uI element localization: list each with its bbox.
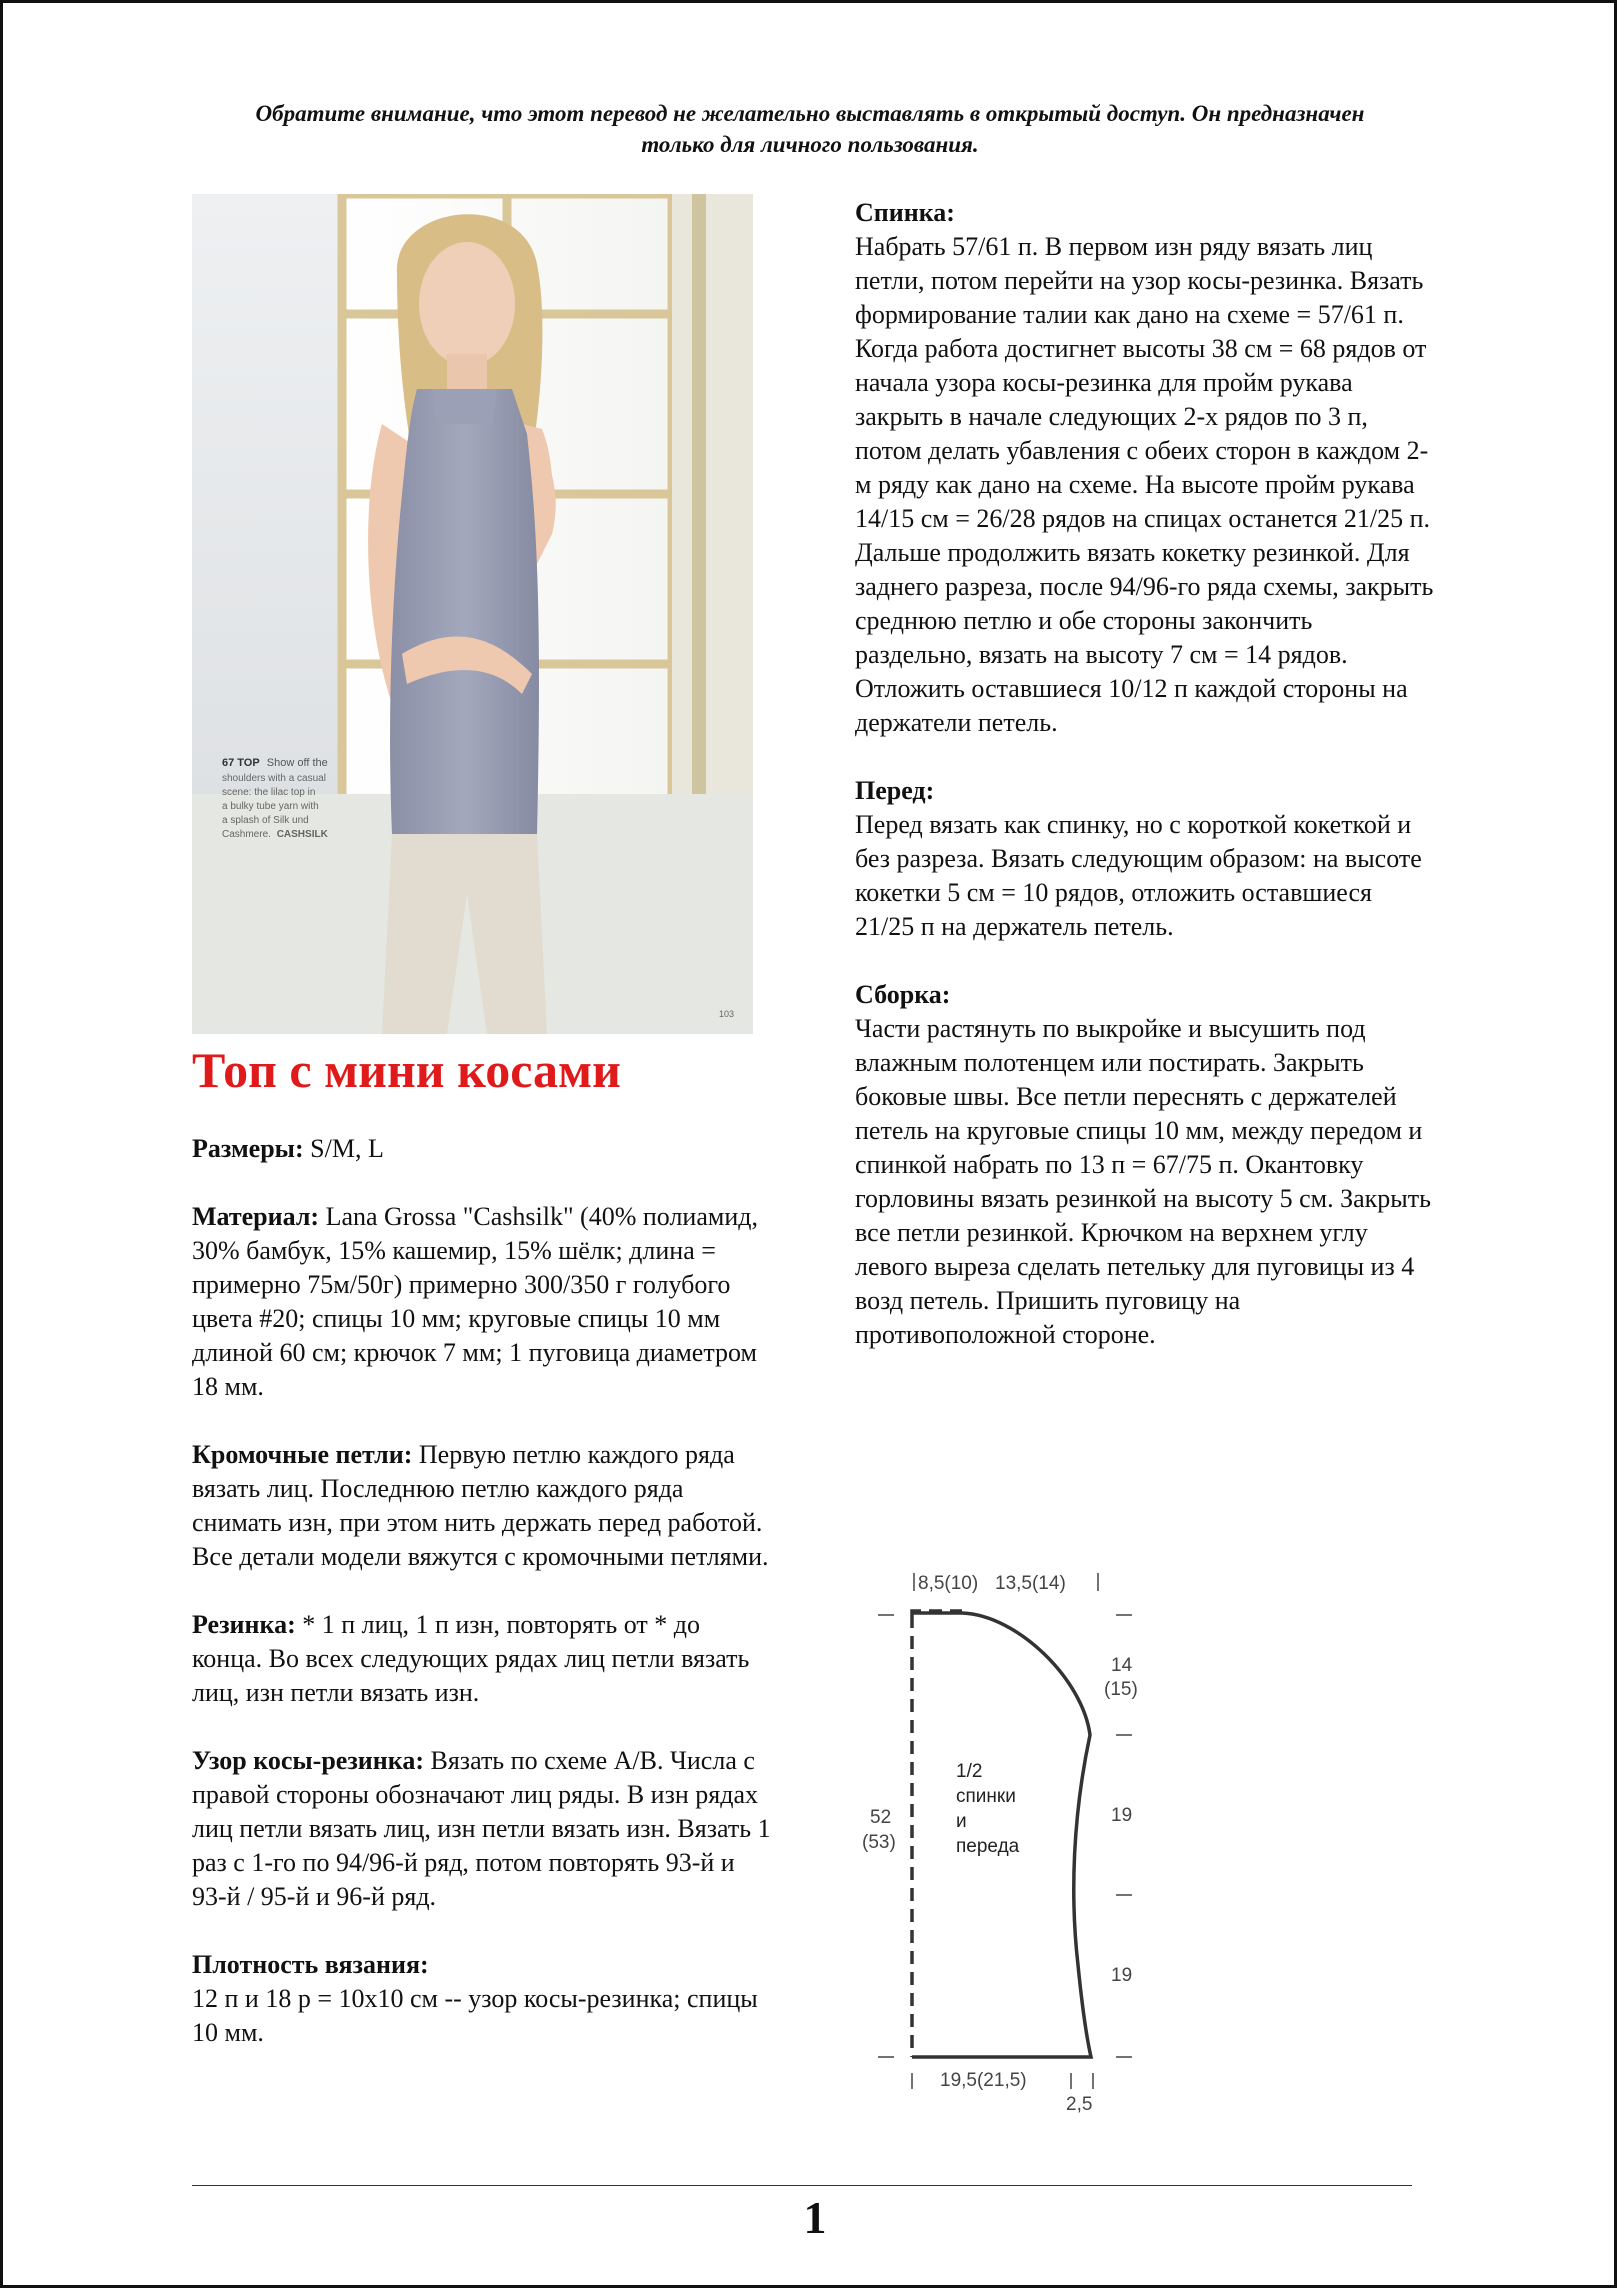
dim-bottom: 19,5(21,5) [940,2070,1027,2091]
material-text: Lana Grossa "Cashsilk" (40% полиамид, 30% бамбук, 15% кашемир, 15% шёлк; длина = примерно 75м/50г) примерно 300/350 г голубого цвета #20; спицы 10 мм; круговые спицы 10 мм длиной 60 см; крючок 7 мм; 1 пуговица диаметром 18 мм. [192,1202,758,1401]
back-label: Спинка: [855,198,955,227]
dim-right-3: 19 [1111,1965,1133,1986]
right-column [855,196,1435,1386]
model-photo [192,194,753,1034]
page-number: 1 [803,2192,827,2243]
rib-text: * 1 п лиц, 1 п изн, повторять от * до конца. Во всех следующих рядах лиц петли вязать лиц, изн петли вязать изн. [192,1610,750,1707]
pattern-schematic [848,1565,1168,2125]
front-text: Перед вязать как спинку, но с короткой кокеткой и без разреза. Вязать следующим образом: на высоте кокетки 5 см = 10 рядов, отложить оставшиеся 21/25 п на держатель петель. [855,810,1422,941]
left-column [192,1132,772,2084]
assembly-section [855,978,1435,1352]
front-section [855,774,1435,944]
caption-number: 67 TOP [222,757,260,769]
rib-label: Резинка: [192,1610,296,1639]
gauge-section [192,1948,772,2050]
cable-text: Вязать по схеме A/B. Числа с правой стороны обозначают лиц ряды. В изн рядах лиц петли вязать лиц, изн петли вязать изн. Вязать 1 раз с 1-го по 94/96-й ряд, потом повторять 93-й и 93-й / 95-й и 96-й ряд. [192,1746,771,1911]
caption-line-3: scene: the lilac top in [222,787,316,798]
gauge-label: Плотность вязания: [192,1950,429,1979]
piece-label-3: и [956,1811,967,1832]
rib-section [192,1608,772,1710]
edge-label: Кромочные петли: [192,1440,413,1469]
dim-top-left: 8,5(10) [918,1573,979,1594]
piece-label-2: спинки [956,1786,1016,1807]
back-text: Набрать 57/61 п. В первом изн ряду вязать лиц петли, потом перейти на узор косы-резинка. Вязать формирование талии как дано на схеме = 57/61 п. Когда работа достигнет высоты 38 см = 68 рядов от начала узора косы-резинка для пройм рукава закрыть в начале следующих 2-х рядов по 3 п, потом делать убавления с обеих сторон в каждом 2-м ряду как дано на схеме. На высоте пройм рукава 14/15 см = 26/28 рядов на спицах останется 21/25 п. Дальше продолжить вязать кокетку резинкой. Для заднего разреза, после 94/96-го ряда схемы, закрыть среднюю петлю и обе стороны закончить раздельно, вязать на высоту 7 см = 14 рядов. Отложить оставшиеся 10/12 п каждой стороны на держатели петель. [855,232,1434,737]
caption-brand: CASHSILK [276,829,328,840]
caption-line-5: a splash of Silk und [222,815,309,826]
back-section [855,196,1435,740]
assembly-label: Сборка: [855,980,951,1009]
dim-left-a: 52 [870,1807,892,1828]
edge-section [192,1438,772,1574]
piece-label-4: переда [956,1836,1020,1857]
dim-left-b: (53) [862,1832,896,1853]
dim-right-1b: (15) [1104,1679,1138,1700]
piece-label-1: 1/2 [956,1761,983,1782]
caption-line-1: Show off the [266,757,328,769]
sizes-text: S/M, L [303,1134,384,1163]
dim-right-1a: 14 [1111,1655,1133,1676]
svg-text:67 TOP Show off the [222,757,328,769]
edge-text: Первую петлю каждого ряда вязать лиц. Последнюю петлю каждого ряда снимать изн, при этом нить держать перед работой. Все детали модели вяжутся с кромочными петлями. [192,1440,769,1571]
photo-page-number: 103 [719,1009,735,1019]
piece-outline [912,1613,1091,2057]
sizes-section [192,1132,772,1166]
front-label: Перед: [855,776,935,805]
assembly-text: Части растянуть по выкройке и высушить под влажным полотенцем или постирать. Закрыть боковые швы. Все петли переснять с держателей петель на круговые спицы 10 мм, между передом и спинкой набрать по 13 п = 67/75 п. Окантовку горловины вязать резинкой на высоту 5 см. Закрыть все петли резинкой. Крючком на верхнем углу левого выреза сделать петельку для пуговицы из 4 возд петель. Пришить пуговицу на противоположной стороне. [855,1014,1431,1349]
caption-line-4: a bulky tube yarn with [222,801,319,812]
footer-divider [192,2185,1412,2186]
caption-line-6: Cashmere. [222,829,271,840]
page-title: Топ с мини косами [192,1042,621,1098]
cable-label: Узор косы-резинка: [192,1746,424,1775]
cable-section [192,1744,772,1914]
gauge-text: 12 п и 18 р = 10x10 см -- узор косы-резинка; спицы 10 мм. [192,1984,758,2047]
material-section [192,1200,772,1404]
sizes-label: Размеры: [192,1134,304,1163]
material-label: Материал: [192,1202,320,1231]
caption-line-2: shoulders with a casual [222,773,326,784]
dim-top-right: 13,5(14) [995,1573,1066,1594]
notice-text: Обратите внимание, что этот перевод не желательно выставлять в открытый доступ. Он предназначен только для личного пользования. [255,101,1365,157]
dim-right-2: 19 [1111,1805,1133,1826]
dim-bottom-right: 2,5 [1066,2094,1093,2115]
